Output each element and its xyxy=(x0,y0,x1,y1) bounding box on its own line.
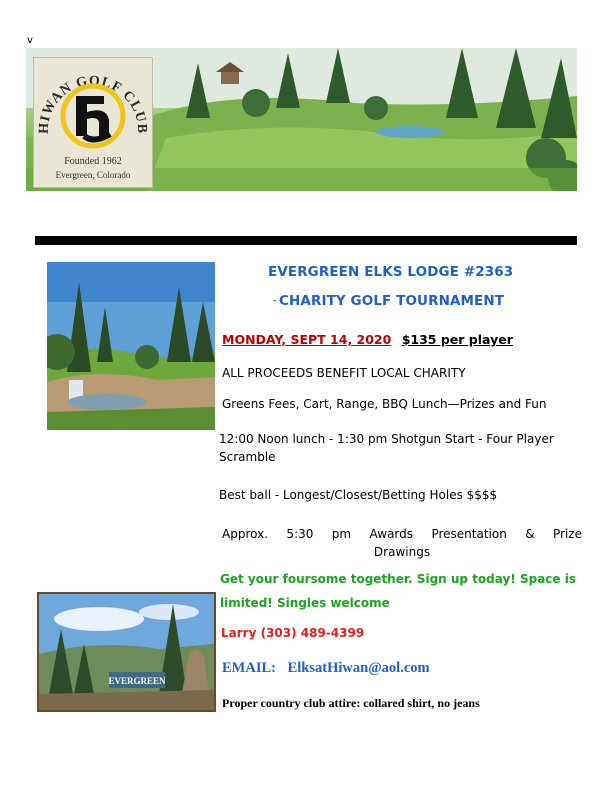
best-ball-note: Best ball - Longest/Closest/Betting Holes $$$$ xyxy=(219,488,498,502)
hiwan-golf-club-logo xyxy=(33,57,153,188)
contact-phone[interactable]: Larry (303) 489-4399 xyxy=(221,626,365,640)
signup-call-to-action: Get your foursome together. Sign up today! Space is limited! Singles welcome xyxy=(220,572,576,610)
date-price-row xyxy=(222,332,513,347)
event-subtitle: CHARITY GOLF TOURNAMENT xyxy=(279,293,505,309)
section-divider xyxy=(35,236,577,245)
subtitle-bullet: - xyxy=(273,296,277,306)
stray-mark: v xyxy=(27,35,33,46)
email-row xyxy=(222,660,430,677)
awards-note: Approx. 5:30 pm Awards Presentation & Prize Drawings xyxy=(222,527,582,559)
schedule-note: 12:00 Noon lunch - 1:30 pm Shotgun Start - Four Player Scramble xyxy=(219,432,554,464)
includes-note: Greens Fees, Cart, Range, BBQ Lunch—Prizes and Fun xyxy=(222,397,547,411)
logo-location: Evergreen, Colorado xyxy=(55,170,131,180)
logo-founded: Founded 1962 xyxy=(64,156,122,167)
event-date: MONDAY, SEPT 14, 2020 xyxy=(222,332,392,347)
email-link[interactable]: ElksatHiwan@aol.com xyxy=(287,660,430,676)
event-price: $135 per player xyxy=(401,332,513,347)
svg-text:HIWAN GOLF CLUB: HIWAN GOLF CLUB xyxy=(36,73,150,135)
h-emblem-icon xyxy=(54,74,132,152)
attire-note: Proper country club attire: collared shirt, no jeans xyxy=(222,696,480,710)
golf-course-waterfall-photo xyxy=(47,262,215,430)
sign-text: EVERGREEN xyxy=(108,676,166,686)
evergreen-sign-photo xyxy=(37,592,216,712)
proceeds-note: ALL PROCEEDS BENEFIT LOCAL CHARITY xyxy=(222,366,466,380)
email-label: EMAIL: xyxy=(222,660,276,676)
event-title: EVERGREEN ELKS LODGE #2363 xyxy=(268,264,514,280)
